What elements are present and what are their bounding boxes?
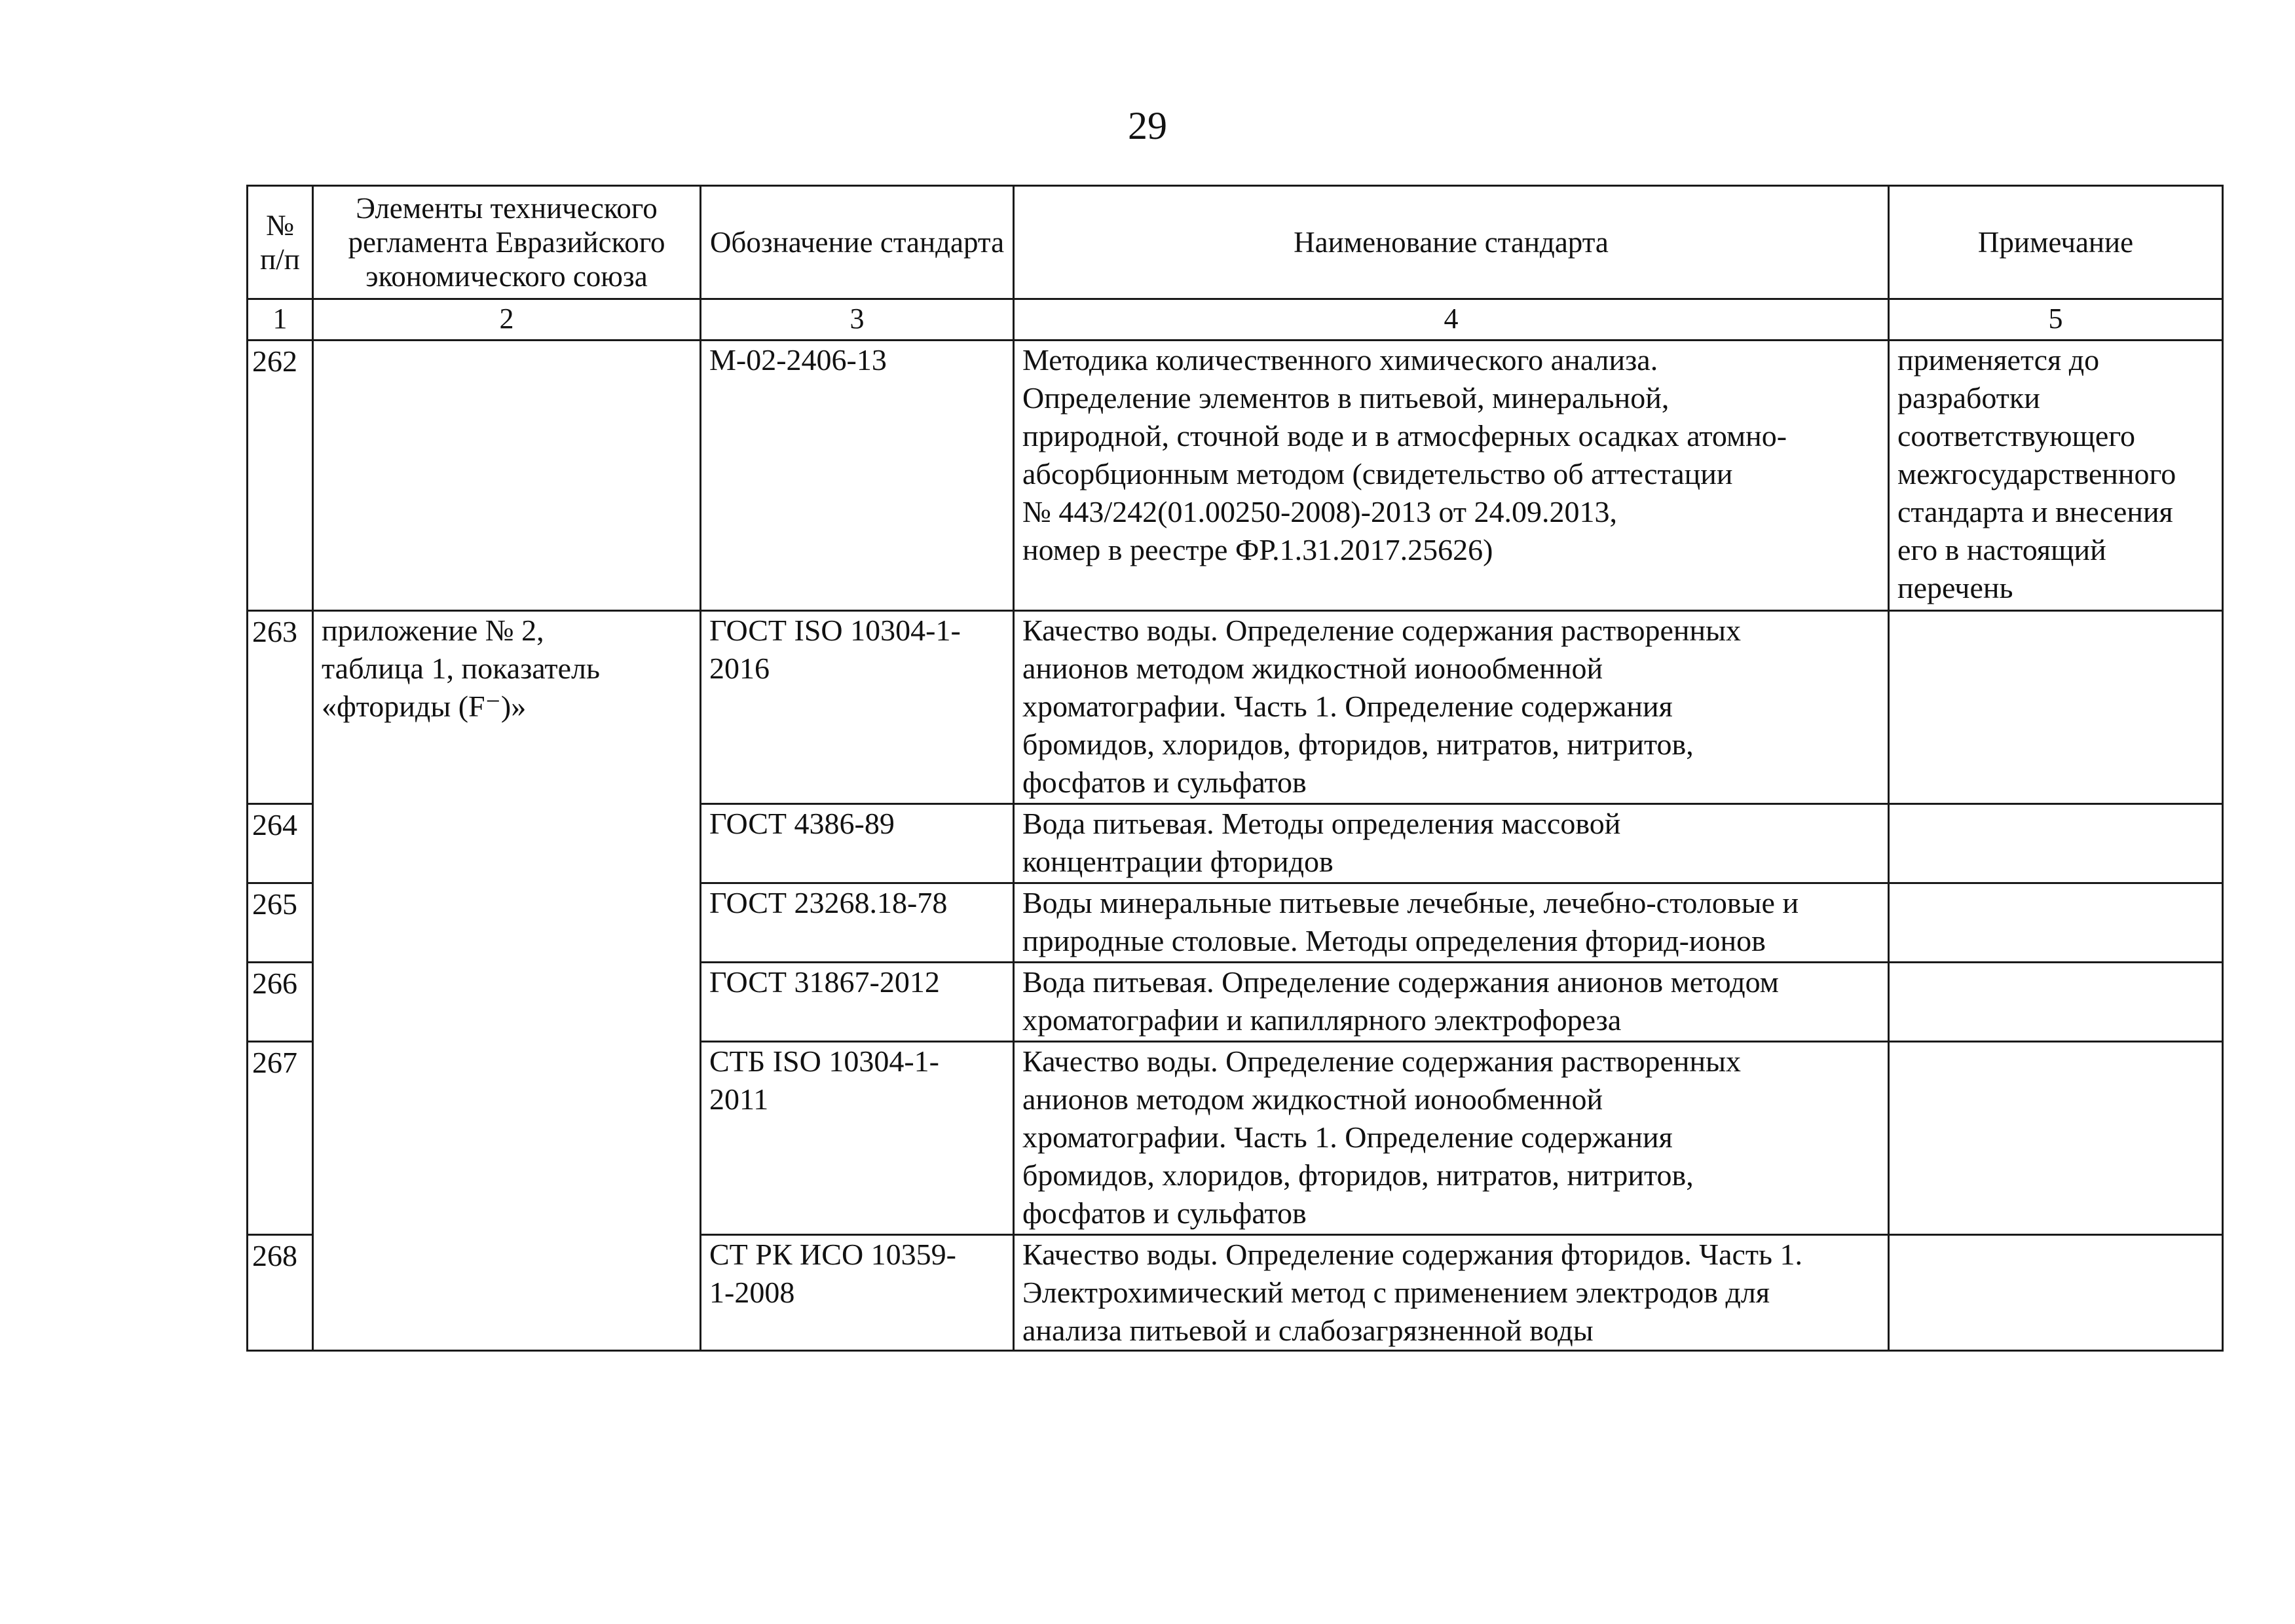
row-number: 266 — [248, 963, 313, 1042]
row-note — [1889, 1042, 2223, 1235]
row-standard-name — [1014, 963, 1889, 1042]
designation-line: СТ РК ИСО 10359- — [709, 1238, 956, 1271]
standard-name-line: концентрации фторидов — [1022, 845, 1334, 878]
row-standard-name — [1014, 1235, 1889, 1351]
column-number-row — [248, 299, 2223, 341]
designation-line: 2016 — [709, 652, 770, 685]
row-note — [1889, 883, 2223, 963]
standard-name-line: Определение элементов в питьевой, минеральной, — [1022, 381, 1670, 415]
row-note — [1889, 804, 2223, 883]
row-number: 267 — [248, 1042, 313, 1235]
row-number: 264 — [248, 804, 313, 883]
row-designation — [701, 611, 1014, 804]
standard-name-line: абсорбционным методом (свидетельство об аттестации — [1022, 457, 1733, 490]
table-row — [248, 611, 2223, 804]
page-number: 29 — [1128, 104, 1167, 147]
designation-line: 2011 — [709, 1082, 769, 1116]
standards-table-container — [246, 185, 2222, 1352]
standard-name-line: номер в реестре ФР.1.31.2017.25626) — [1022, 533, 1493, 566]
row-number: 263 — [248, 611, 313, 804]
standard-name-line: анионов методом жидкостной ионообменной — [1022, 1082, 1603, 1116]
standard-name-line: Электрохимический метод с применением электродов для — [1022, 1276, 1770, 1309]
standards-table — [246, 185, 2224, 1352]
note-line: соответствующего — [1897, 419, 2136, 452]
row-designation: М-02-2406-13 — [701, 341, 1014, 611]
designation-line: ГОСТ ISO 10304-1- — [709, 614, 961, 647]
designation-line: 1-2008 — [709, 1276, 795, 1309]
element-line: приложение № 2, — [322, 614, 544, 647]
standard-name-line: Качество воды. Определение содержания фторидов. Часть 1. — [1022, 1238, 1803, 1271]
header-num: № п/п — [248, 186, 313, 299]
row-designation — [701, 1235, 1014, 1351]
standard-name-line: Методика количественного химического анализа. — [1022, 343, 1658, 377]
standard-name-line: Воды минеральные питьевые лечебные, лечебно-столовые и — [1022, 886, 1799, 919]
row-number: 265 — [248, 883, 313, 963]
row-standard-name — [1014, 1042, 1889, 1235]
standard-name-line: Качество воды. Определение содержания растворенных — [1022, 614, 1742, 647]
row-note — [1889, 963, 2223, 1042]
note-line: межгосударственного — [1897, 457, 2176, 490]
row-standard-name — [1014, 341, 1889, 611]
note-line: стандарта и внесения — [1897, 495, 2173, 528]
standard-name-line: фосфатов и сульфатов — [1022, 766, 1307, 799]
table-row — [248, 341, 2223, 611]
standard-name-line: Качество воды. Определение содержания растворенных — [1022, 1044, 1742, 1078]
row-standard-name — [1014, 883, 1889, 963]
row-note — [1889, 341, 2223, 611]
header-name: Наименование стандарта — [1014, 186, 1889, 299]
row-standard-name — [1014, 611, 1889, 804]
column-number: 5 — [1889, 299, 2223, 341]
row-note — [1889, 1235, 2223, 1351]
row-element — [313, 341, 701, 611]
row-designation — [701, 1042, 1014, 1235]
row-number: 268 — [248, 1235, 313, 1351]
standard-name-line: природной, сточной воде и в атмосферных осадках атомно- — [1022, 419, 1787, 452]
row-designation: ГОСТ 31867-2012 — [701, 963, 1014, 1042]
column-number: 1 — [248, 299, 313, 341]
row-element — [313, 611, 701, 1351]
header-note: Примечание — [1889, 186, 2223, 299]
note-line: его в настоящий — [1897, 533, 2106, 566]
header-designation: Обозначение стандарта — [701, 186, 1014, 299]
row-designation: ГОСТ 4386-89 — [701, 804, 1014, 883]
designation-line: СТБ ISO 10304-1- — [709, 1044, 939, 1078]
row-designation: ГОСТ 23268.18-78 — [701, 883, 1014, 963]
note-line: применяется до — [1897, 343, 2100, 377]
row-number: 262 — [248, 341, 313, 611]
row-standard-name — [1014, 804, 1889, 883]
standard-name-line: хроматографии. Часть 1. Определение содержания — [1022, 690, 1673, 723]
standard-name-line: хроматографии. Часть 1. Определение содержания — [1022, 1120, 1673, 1154]
standard-name-line: природные столовые. Методы определения фторид-ионов — [1022, 924, 1766, 957]
element-line: таблица 1, показатель — [322, 652, 600, 685]
note-line: перечень — [1897, 571, 2013, 604]
column-number: 2 — [313, 299, 701, 341]
column-number: 3 — [701, 299, 1014, 341]
standard-name-line: Вода питьевая. Методы определения массовой — [1022, 807, 1621, 840]
standard-name-line: анализа питьевой и слабозагрязненной воды — [1022, 1314, 1594, 1347]
standard-name-line: № 443/242(01.00250-2008)-2013 от 24.09.2013, — [1022, 495, 1617, 528]
standard-name-line: Вода питьевая. Определение содержания анионов методом — [1022, 965, 1779, 999]
standard-name-line: бромидов, хлоридов, фторидов, нитратов, нитритов, — [1022, 728, 1694, 761]
note-line: разработки — [1897, 381, 2040, 415]
header-elements: Элементы технического регламента Евразийского экономического союза — [313, 186, 701, 299]
table-header-row — [248, 186, 2223, 299]
column-number: 4 — [1014, 299, 1889, 341]
row-note — [1889, 611, 2223, 804]
standard-name-line: хроматографии и капиллярного электрофореза — [1022, 1003, 1622, 1037]
standard-name-line: анионов методом жидкостной ионообменной — [1022, 652, 1603, 685]
standard-name-line: фосфатов и сульфатов — [1022, 1196, 1307, 1230]
element-line: «фториды (F⁻)» — [322, 690, 527, 723]
standard-name-line: бромидов, хлоридов, фторидов, нитратов, нитритов, — [1022, 1158, 1694, 1192]
